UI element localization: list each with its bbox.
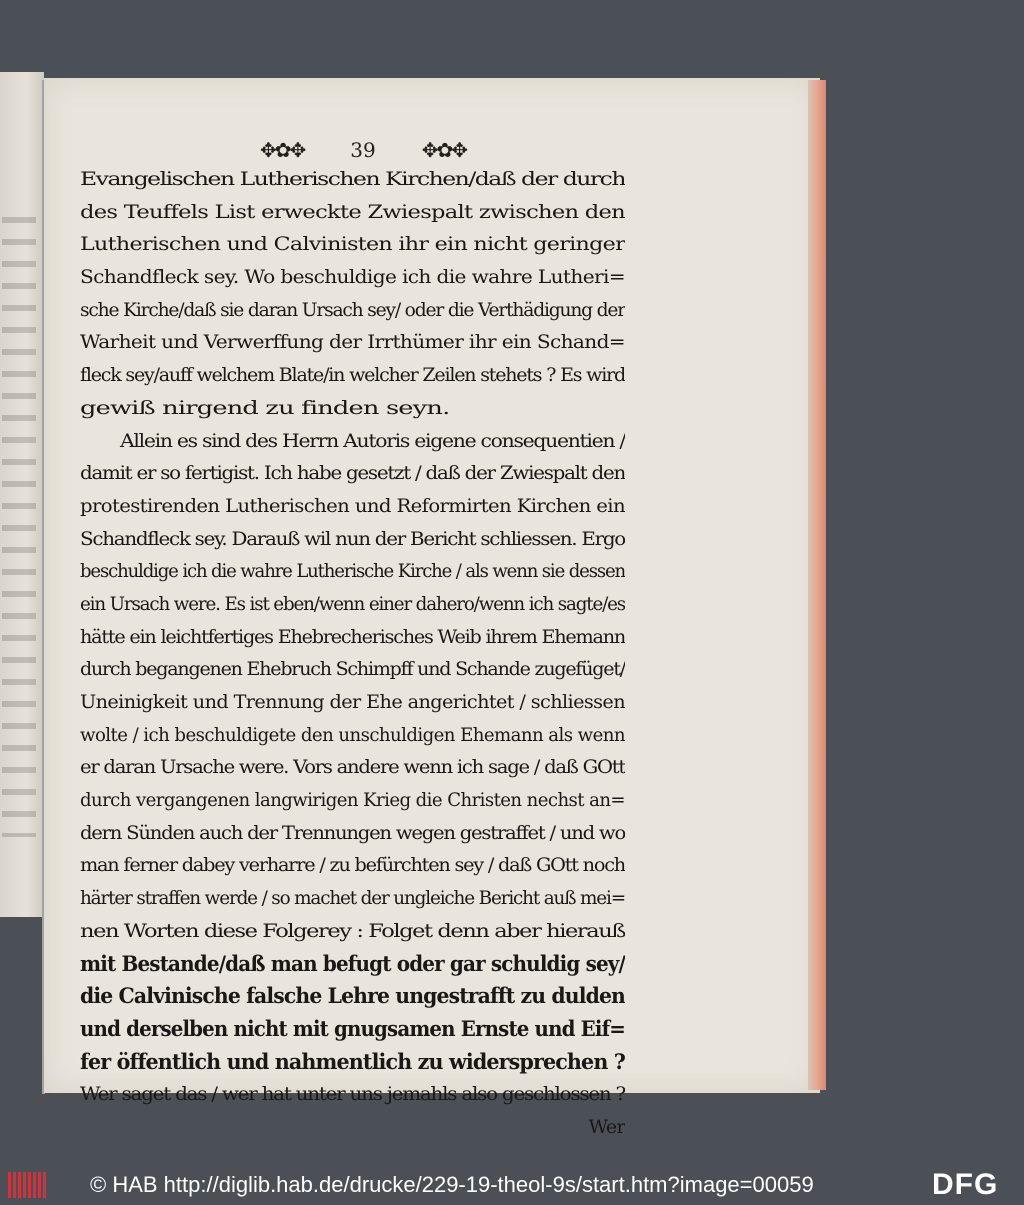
text-line: sche Kirche/daß sie daran Ursach sey/ oder die Verthädigung der [80,298,625,321]
page-header [248,135,478,165]
text-line: Schandfleck sey. Wo beschuldige ich die wahre Lutheri= [80,266,625,289]
text-line: wolte / ich beschuldigete den unschuldigen Ehemann als wenn [80,723,625,746]
text-line: nen Worten diese Folgerey : Folget denn aber hierauß [80,919,625,942]
text-line: mit Bestande/daß man befugt oder gar schuldig sey/ [80,950,625,976]
page-text [80,163,625,1144]
footer-bar [0,1165,1024,1205]
text-line: Uneinigkeit und Trennung der Ehe angerichtet / schliessen [80,691,625,713]
ornament-left-icon: ✥✿✥ [259,138,305,162]
text-line: Warheit und Verwerffung der Irrthümer ihr ein Schand= [80,331,625,354]
catchword: Wer [588,1115,625,1138]
previous-page-edge [0,72,44,917]
text-line: damit er so fertigist. Ich habe gesetzt / daß der Zwiespalt den [80,462,625,485]
hab-logo-icon [8,1172,46,1198]
previous-page-text-fragment [2,217,36,837]
text-line: fer öffentlich und nahmentlich zu widersprechen ? [80,1048,625,1074]
copyright-link[interactable]: © HAB http://diglib.hab.de/drucke/229-19-theol-9s/start.htm?image=00059 [90,1172,814,1197]
text-line: Wer saget das / wer hat unter uns jemahls also geschlossen ? [80,1083,625,1106]
text-line: die Calvinische falsche Lehre ungestrafft zu dulden [80,983,625,1009]
text-line: Evangelischen Lutherischen Kirchen/daß der durch [80,168,625,190]
text-line: dern Sünden auch der Trennungen wegen gestraffet / und wo [80,821,625,844]
text-line: gewiß nirgend zu finden seyn. [80,396,450,419]
text-line: fleck sey/auff welchem Blate/in welcher Zeilen stehets ? Es wird [80,364,625,387]
dfg-logo: DFG [932,1168,999,1201]
text-line: des Teuffels List erweckte Zwiespalt zwischen den [80,200,625,223]
text-line: beschuldige ich die wahre Lutherische Kirche / als wenn sie dessen [80,560,625,583]
text-line: Lutherischen und Calvinisten ihr ein nicht geringer [80,233,625,256]
text-line: er daran Ursache were. Vors andere wenn ich sage / daß GOtt [80,756,625,779]
text-line: man ferner dabey verharre / zu befürchten sey / daß GOtt noch [80,854,625,877]
text-line: härter straffen werde / so machet der ungleiche Bericht auß mei= [80,887,625,910]
text-line: durch begangenen Ehebruch Schimpff und Schande zugefüget/ [80,658,625,681]
text-line: und derselben nicht mit gnugsamen Ernste und Eif= [80,1015,625,1041]
text-line: durch vergangenen langwirigen Krieg die Christen nechst an= [80,789,625,812]
ornament-right-icon: ✥✿✥ [421,138,466,162]
page-edge-red [808,80,826,1090]
text-line: Schandfleck sey. Darauß wil nun der Bericht schliessen. Ergo [80,527,625,550]
text-line: hätte ein leichtfertiges Ehebrecherisches Weib ihrem Ehemann [80,625,625,648]
page-number: 39 [350,138,376,162]
text-line: protestirenden Lutherischen und Reformirten Kirchen ein [80,494,625,517]
text-line: Allein es sind des Herrn Autoris eigene consequentien / [120,429,625,452]
text-line: ein Ursach were. Es ist eben/wenn einer dahero/wenn ich sagte/es [80,592,625,615]
